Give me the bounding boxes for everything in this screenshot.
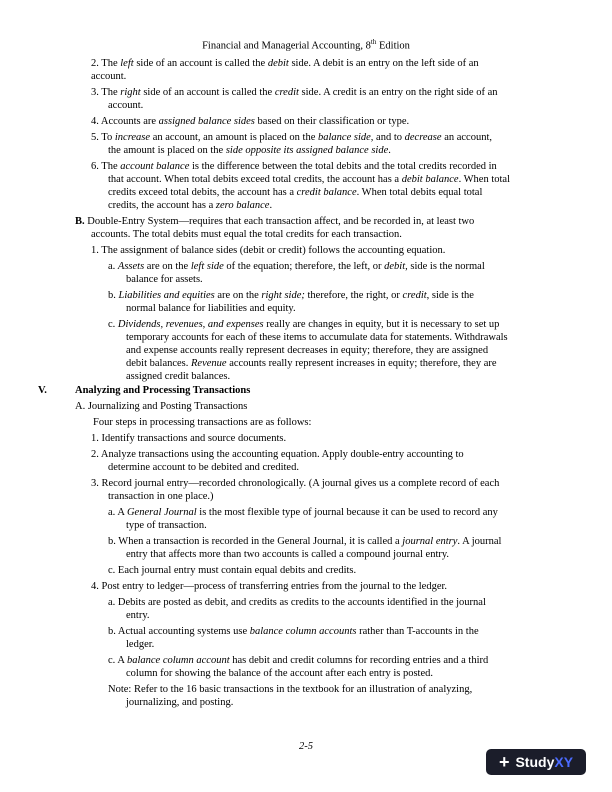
running-header bbox=[0, 38, 612, 52]
text-line: Four steps in processing transactions are as follows: bbox=[93, 417, 312, 428]
logo-text-study: Study bbox=[515, 754, 555, 770]
text-line: 3. Record journal entry—recorded chronologically. (A journal gives us a complete record of each bbox=[91, 478, 500, 489]
text-line: 6. The account balance is the difference between the total debits and the total credits recorded in bbox=[91, 161, 497, 172]
text-line: journalizing, and posting. bbox=[126, 697, 234, 708]
text-line: ledger. bbox=[126, 639, 155, 650]
text-line: column for showing the balance of the account after each entry is posted. bbox=[126, 668, 434, 679]
header-title-tail: Edition bbox=[376, 40, 410, 52]
text-line: A. Journalizing and Posting Transactions bbox=[75, 401, 248, 412]
text-line: credits, the account has a zero balance. bbox=[108, 200, 273, 211]
text-line: account. bbox=[91, 71, 127, 82]
text-line: a. Assets are on the left side of the equation; therefore, the left, or debit, side is the normal bbox=[108, 261, 485, 272]
plus-icon: + bbox=[498, 752, 510, 772]
text-line: b. Actual accounting systems use balance column accounts rather than T-accounts in the bbox=[108, 626, 479, 637]
text-line: entry. bbox=[126, 610, 150, 621]
header-title: Financial and Managerial Accounting, 8 bbox=[202, 40, 371, 52]
text-line: credits exceed total debits, the account has a credit balance. When total debits equal total bbox=[108, 187, 483, 198]
text-line: Analyzing and Processing Transactions bbox=[75, 385, 251, 396]
text-line: 4. Accounts are assigned balance sides based on their classification or type. bbox=[91, 116, 410, 127]
text-line: 1. Identify transactions and source documents. bbox=[91, 433, 287, 444]
text-line: that account. When total debits exceed total credits, the account has a debit balance. When total bbox=[108, 174, 510, 185]
text-line: 5. To increase an account, an amount is placed on the balance side, and to decrease an account, bbox=[91, 132, 492, 143]
text-line: account. bbox=[108, 100, 144, 111]
text-line: c. Dividends, revenues, and expenses really are changes in equity, but it is necessary to set up bbox=[108, 319, 500, 330]
logo-text-xy: XY bbox=[554, 754, 574, 770]
text-line: a. Debits are posted as debit, and credits as credits to the accounts identified in the journal bbox=[108, 597, 486, 608]
text-line: b. Liabilities and equities are on the right side; therefore, the right, or credit, side is the bbox=[108, 290, 474, 301]
text-line: determine account to be debited and credited. bbox=[108, 462, 299, 473]
text-line: B. Double-Entry System—requires that each transaction affect, and be recorded in, at least two bbox=[75, 216, 475, 227]
text-line: a. A General Journal is the most flexible type of journal because it can be used to record any bbox=[108, 507, 498, 518]
text-line: 1. The assignment of balance sides (debit or credit) follows the accounting equation. bbox=[91, 245, 446, 256]
text-line: V. bbox=[38, 385, 47, 396]
text-line: transaction in one place.) bbox=[108, 491, 214, 502]
text-line: and expense accounts really represent decreases in equity; therefore, they are assigned bbox=[126, 345, 489, 356]
text-line: assigned credit balances. bbox=[126, 371, 231, 382]
text-line: 2. Analyze transactions using the accounting equation. Apply double-entry accounting to bbox=[91, 449, 464, 460]
text-line: normal balance for liabilities and equity. bbox=[126, 303, 296, 314]
text-line: type of transaction. bbox=[126, 520, 207, 531]
text-line: accounts. The total debits must equal the total credits for each transaction. bbox=[91, 229, 402, 240]
studyxy-logo bbox=[486, 749, 586, 775]
text-line: balance for assets. bbox=[126, 274, 203, 285]
text-line: 4. Post entry to ledger—process of transferring entries from the journal to the ledger. bbox=[91, 581, 448, 592]
page-number: 2-5 bbox=[299, 741, 313, 752]
text-line: temporary accounts for each of these items to accumulate data for statements. Withdrawals bbox=[126, 332, 508, 343]
text-line: 2. The left side of an account is called the debit side. A debit is an entry on the left side of an bbox=[91, 58, 479, 69]
text-line: the amount is placed on the side opposite its assigned balance side. bbox=[108, 145, 391, 156]
text-line: 3. The right side of an account is called the credit side. A credit is an entry on the right side of an bbox=[91, 87, 498, 98]
text-line: c. A balance column account has debit and credit columns for recording entries and a third bbox=[108, 655, 489, 666]
text-line: debit balances. Revenue accounts really represent increases in equity; therefore, they are bbox=[126, 358, 497, 369]
header-superscript: th bbox=[370, 38, 377, 46]
text-line: Note: Refer to the 16 basic transactions in the textbook for an illustration of analyzing, bbox=[108, 684, 473, 695]
text-line: b. When a transaction is recorded in the General Journal, it is called a journal entry. A journal bbox=[108, 536, 502, 547]
text-line: entry that affects more than two accounts is called a compound journal entry. bbox=[126, 549, 450, 560]
text-line: c. Each journal entry must contain equal debits and credits. bbox=[108, 565, 357, 576]
